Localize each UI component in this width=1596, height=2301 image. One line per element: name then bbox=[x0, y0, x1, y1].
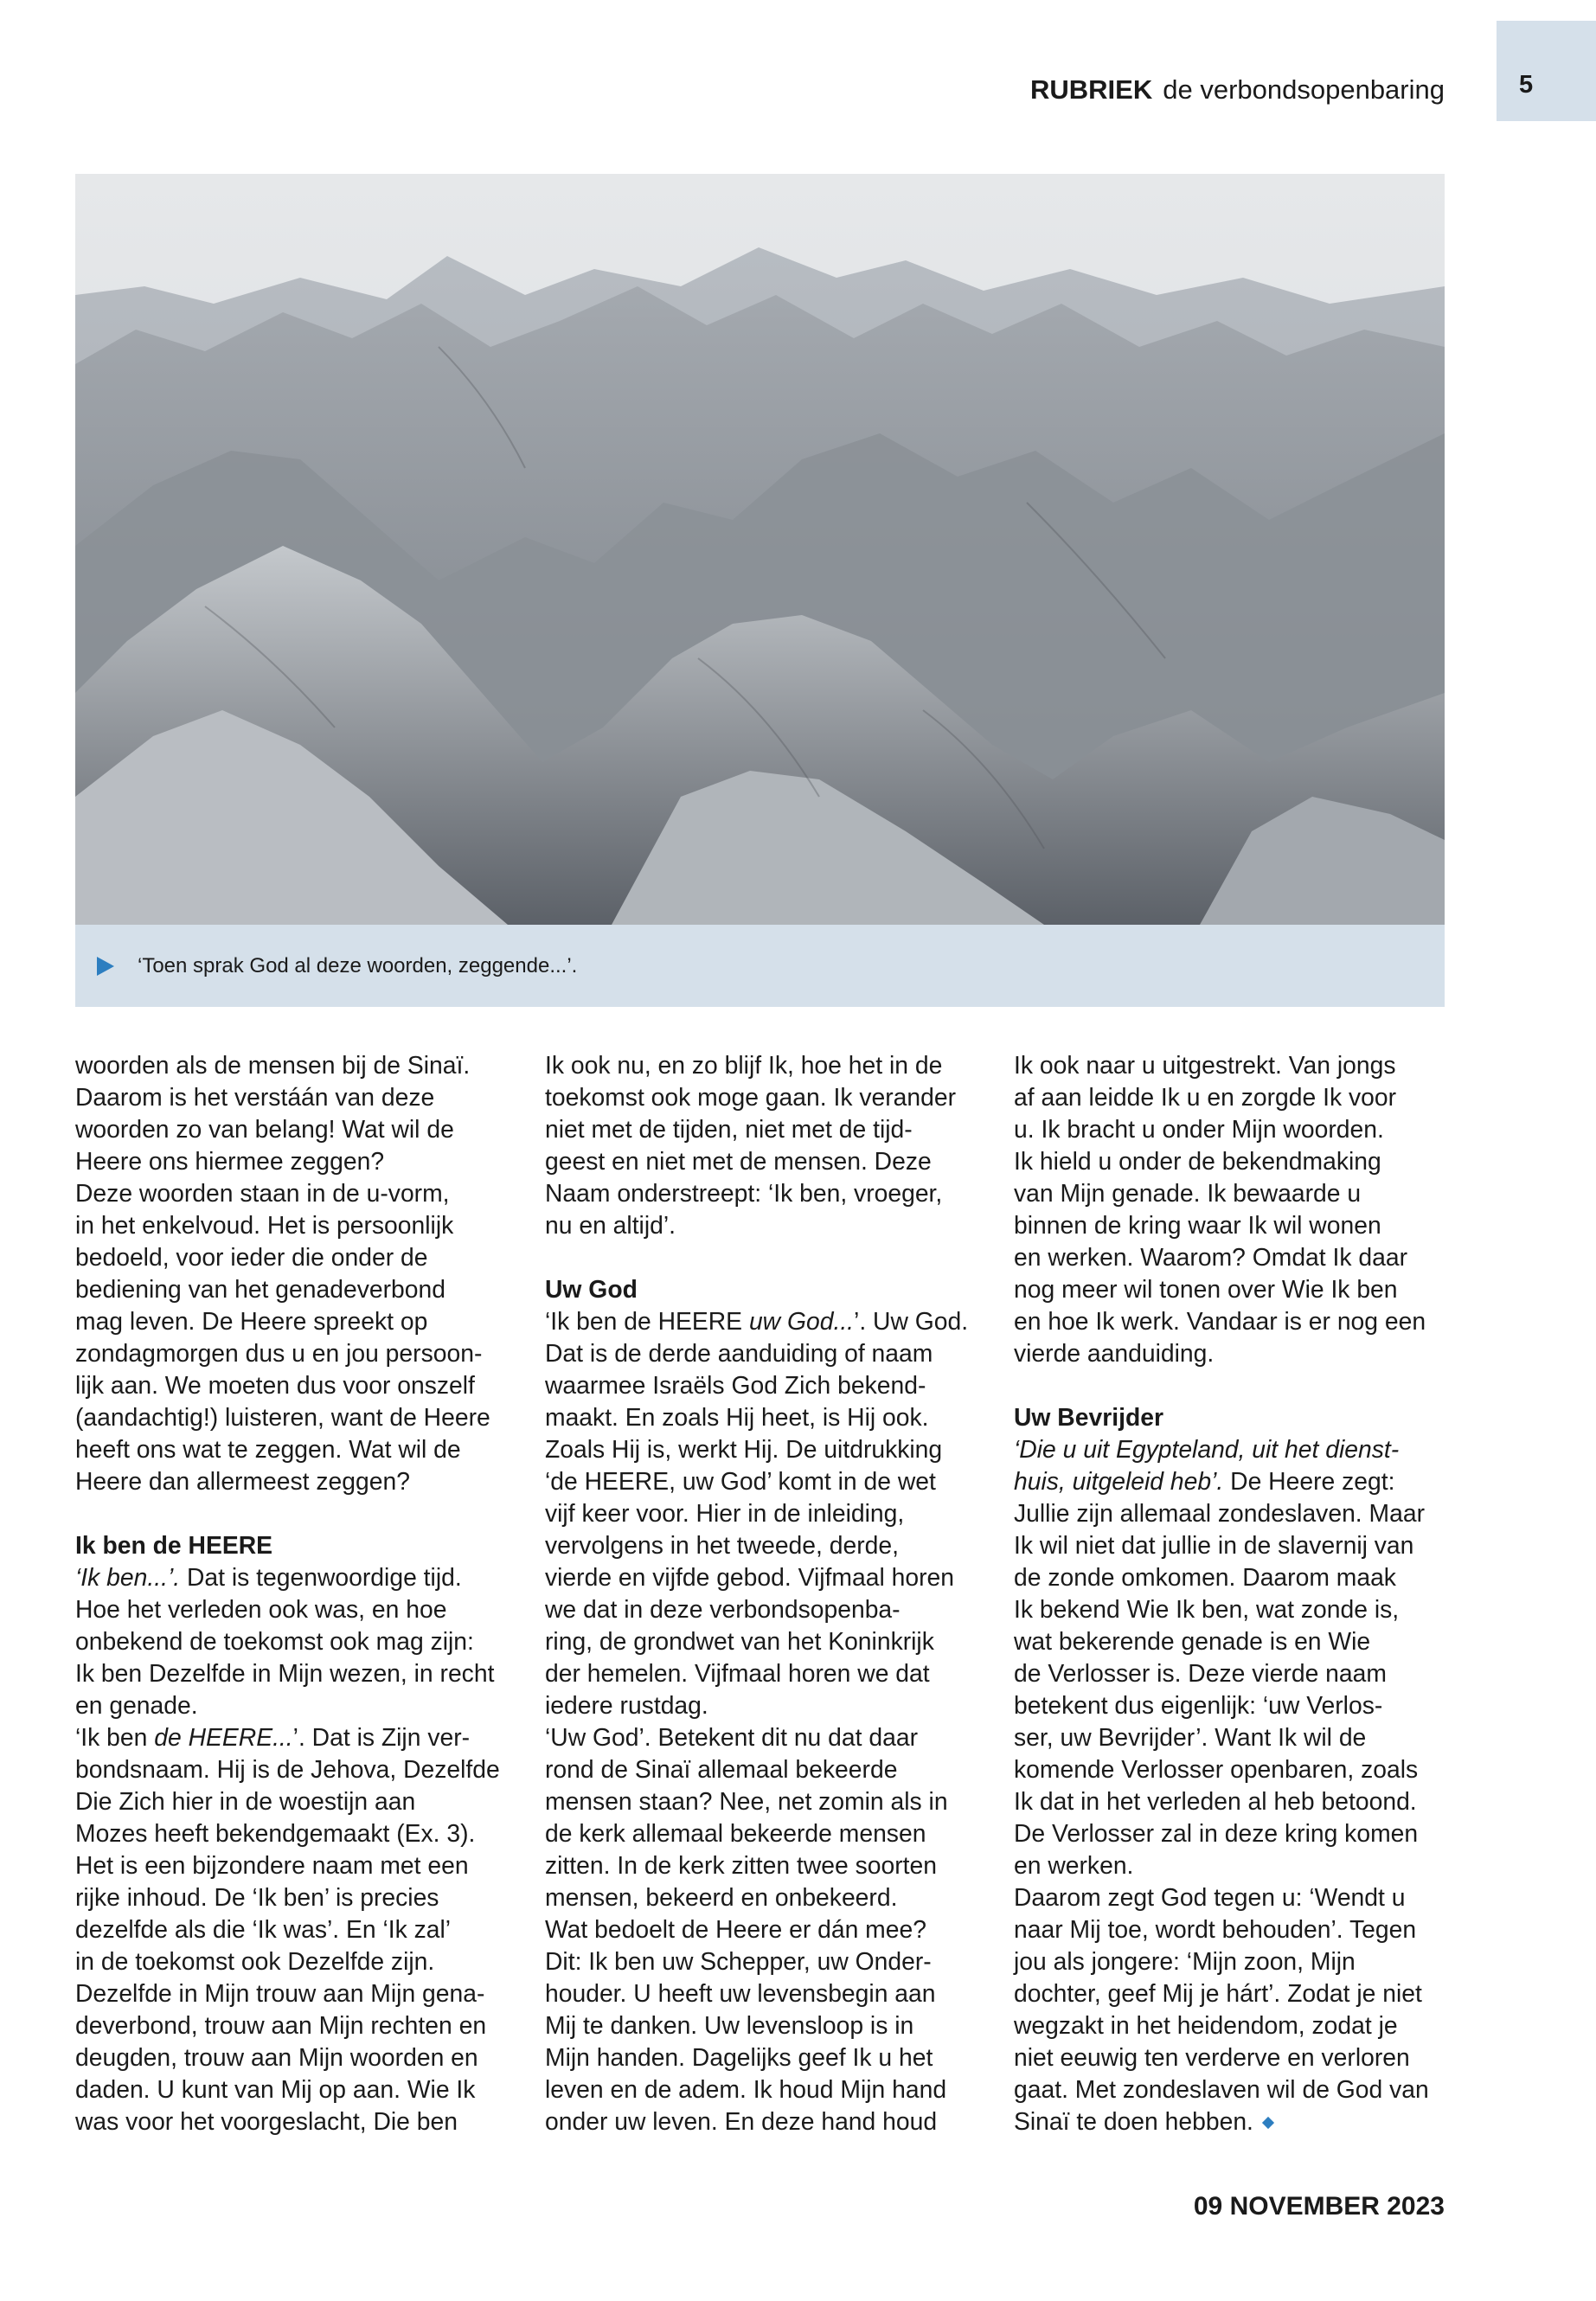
body-text-line: Die Zich hier in de woestijn aan bbox=[75, 1787, 416, 1815]
body-text-line: en genade. bbox=[75, 1691, 198, 1719]
body-text-line: en hoe Ik werk. Vandaar is er nog een bbox=[1014, 1307, 1426, 1335]
body-text-line: nu en altijd’. bbox=[545, 1211, 676, 1239]
body-text-line: vierde en vijfde gebod. Vijfmaal horen bbox=[545, 1563, 954, 1591]
body-text-line: Mijn handen. Dagelijks geef Ik u het bbox=[545, 2043, 933, 2071]
body-text-line: Dit: Ik ben uw Schepper, uw Onder- bbox=[545, 1947, 932, 1975]
body-text-line: Ik bekend Wie Ik ben, wat zonde is, bbox=[1014, 1595, 1400, 1623]
body-text-line: Mij te danken. Uw levensloop is in bbox=[545, 2011, 914, 2039]
body-text-line: bedoeld, voor ieder die onder de bbox=[75, 1243, 428, 1271]
body-text-line: mensen staan? Nee, net zomin als in bbox=[545, 1787, 948, 1815]
photo-caption: ‘Toen sprak God al deze woorden, zeggende...’. bbox=[138, 954, 578, 977]
body-text-line: Zoals Hij is, werkt Hij. De uitdrukking bbox=[545, 1435, 943, 1463]
body-text-line: (aandachtig!) luisteren, want de Heere bbox=[75, 1403, 490, 1431]
text-column-3 bbox=[1014, 1049, 1455, 2138]
body-text-line: ‘de HEERE, uw God’ komt in de wet bbox=[545, 1467, 936, 1495]
body-text-line: Deze woorden staan in de u-vorm, bbox=[75, 1179, 450, 1207]
body-text-line: dezelfde als die ‘Ik was’. En ‘Ik zal’ bbox=[75, 1915, 452, 1943]
mountain-landscape-image bbox=[75, 174, 1445, 925]
end-of-article-diamond-icon bbox=[1262, 2117, 1274, 2129]
body-text-line: dochter, geef Mij je hárt’. Zodat je niet bbox=[1014, 1979, 1422, 2007]
body-text-line: Daarom zegt God tegen u: ‘Wendt u bbox=[1014, 1883, 1406, 1911]
body-text-line: mensen, bekeerd en onbekeerd. bbox=[545, 1883, 898, 1911]
body-text-line: ‘Ik ben...’. Dat is tegenwoordige tijd. bbox=[75, 1563, 462, 1591]
section-title: de verbondsopenbaring bbox=[1163, 74, 1445, 105]
play-triangle-icon bbox=[97, 957, 114, 976]
body-text-line: Ik ook naar u uitgestrekt. Van jongs bbox=[1014, 1051, 1396, 1079]
body-text-line: betekent dus eigenlijk: ‘uw Verlos- bbox=[1014, 1691, 1383, 1719]
body-text-line: en werken. Waarom? Omdat Ik daar bbox=[1014, 1243, 1408, 1271]
body-text-line: Naam onderstreept: ‘Ik ben, vroeger, bbox=[545, 1179, 943, 1207]
emphasis-text: huis, uitgeleid heb’. bbox=[1014, 1467, 1224, 1495]
rubric-label: RUBRIEK bbox=[1030, 74, 1153, 105]
body-text-line: Heere dan allermeest zeggen? bbox=[75, 1467, 410, 1495]
body-text-line: Daarom is het verstáán van deze bbox=[75, 1083, 435, 1111]
body-text-line: de zonde omkomen. Daarom maak bbox=[1014, 1563, 1396, 1591]
body-text-line: woorden als de mensen bij de Sinaï. bbox=[75, 1051, 471, 1079]
body-text-line: onbekend de toekomst ook mag zijn: bbox=[75, 1627, 474, 1655]
page-number: 5 bbox=[1519, 71, 1534, 99]
paragraph-gap bbox=[1014, 1369, 1455, 1401]
body-text-line: u. Ik bracht u onder Mijn woorden. bbox=[1014, 1115, 1384, 1143]
body-text-line: Heere ons hiermee zeggen? bbox=[75, 1147, 385, 1175]
body-text-line: jou als jongere: ‘Mijn zoon, Mijn bbox=[1014, 1947, 1356, 1975]
body-text-line: deverbond, trouw aan Mijn rechten en bbox=[75, 2011, 487, 2039]
body-text-line: rond de Sinaï allemaal bekeerde bbox=[545, 1755, 898, 1783]
body-text-line: in de toekomst ook Dezelfde zijn. bbox=[75, 1947, 435, 1975]
body-text-line: zitten. In de kerk zitten twee soorten bbox=[545, 1851, 937, 1879]
body-text-line: maakt. En zoals Hij heet, is Hij ook. bbox=[545, 1403, 929, 1431]
section-heading: Uw God bbox=[545, 1275, 638, 1303]
body-text-line: De Verlosser zal in deze kring komen bbox=[1014, 1819, 1419, 1847]
body-text-line: rijke inhoud. De ‘Ik ben’ is precies bbox=[75, 1883, 439, 1911]
page-tab bbox=[1497, 21, 1596, 121]
body-text-line: huis, uitgeleid heb’. De Heere zegt: bbox=[1014, 1467, 1395, 1495]
body-text-line: in het enkelvoud. Het is persoonlijk bbox=[75, 1211, 454, 1239]
body-text-line: der hemelen. Vijfmaal horen we dat bbox=[545, 1659, 930, 1687]
paragraph-gap bbox=[75, 1497, 516, 1529]
body-text-line: was voor het voorgeslacht, Die ben bbox=[75, 2107, 458, 2135]
body-text-line: geest en niet met de mensen. Deze bbox=[545, 1147, 932, 1175]
body-text-line: bediening van het genadeverbond bbox=[75, 1275, 445, 1303]
caption-bar bbox=[75, 925, 1445, 1007]
emphasis-text: uw God... bbox=[748, 1307, 855, 1335]
body-text-line: naar Mij toe, wordt behouden’. Tegen bbox=[1014, 1915, 1417, 1943]
body-text-line: van Mijn genade. Ik bewaarde u bbox=[1014, 1179, 1362, 1207]
body-text-line: deugden, trouw aan Mijn woorden en bbox=[75, 2043, 478, 2071]
body-text-line: af aan leidde Ik u en zorgde Ik voor bbox=[1014, 1083, 1397, 1111]
running-head bbox=[1030, 76, 1445, 103]
body-text-line: de Verlosser is. Deze vierde naam bbox=[1014, 1659, 1387, 1687]
body-text-line: houder. U heeft uw levensbegin aan bbox=[545, 1979, 936, 2007]
body-text-line: binnen de kring waar Ik wil wonen bbox=[1014, 1211, 1381, 1239]
body-text-line: toekomst ook moge gaan. Ik verander bbox=[545, 1083, 957, 1111]
body-text-line: we dat in deze verbondsopenba- bbox=[545, 1595, 901, 1623]
body-text-line: ser, uw Bevrijder’. Want Ik wil de bbox=[1014, 1723, 1367, 1751]
body-text-line: daden. U kunt van Mij op aan. Wie Ik bbox=[75, 2075, 476, 2103]
body-text-line: komende Verlosser openbaren, zoals bbox=[1014, 1755, 1419, 1783]
body-text-line: niet eeuwig ten verderve en verloren bbox=[1014, 2043, 1410, 2071]
body-text-line: vijf keer voor. Hier in de inleiding, bbox=[545, 1499, 905, 1527]
body-text-line: Ik hield u onder de bekendmaking bbox=[1014, 1147, 1381, 1175]
body-text-line: heeft ons wat te zeggen. Wat wil de bbox=[75, 1435, 461, 1463]
body-text-line: de kerk allemaal bekeerde mensen bbox=[545, 1819, 926, 1847]
body-text-line: lijk aan. We moeten dus voor onszelf bbox=[75, 1371, 475, 1399]
body-text-line: bondsnaam. Hij is de Jehova, Dezelfde bbox=[75, 1755, 500, 1783]
body-text-line: gaat. Met zondeslaven wil de God van bbox=[1014, 2075, 1429, 2103]
body-text-line: en werken. bbox=[1014, 1851, 1134, 1879]
body-text-line: Dat is de derde aanduiding of naam bbox=[545, 1339, 933, 1367]
body-text-line: Wat bedoelt de Heere er dán mee? bbox=[545, 1915, 926, 1943]
body-text-line: Dezelfde in Mijn trouw aan Mijn gena- bbox=[75, 1979, 485, 2007]
body-text-line: mag leven. De Heere spreekt op bbox=[75, 1307, 428, 1335]
paragraph-gap bbox=[545, 1241, 986, 1273]
text-column-2 bbox=[545, 1049, 986, 2138]
text-column-1 bbox=[75, 1049, 516, 2138]
body-text-line: niet met de tijden, niet met de tijd- bbox=[545, 1115, 913, 1143]
body-text-line: Mozes heeft bekendgemaakt (Ex. 3). bbox=[75, 1819, 476, 1847]
emphasis-text: de HEERE... bbox=[154, 1723, 293, 1751]
body-text-line: wegzakt in het heidendom, zodat je bbox=[1014, 2011, 1398, 2039]
body-text-line: iedere rustdag. bbox=[545, 1691, 708, 1719]
body-text-line: Ik wil niet dat jullie in de slavernij van bbox=[1014, 1531, 1414, 1559]
body-text-line: vervolgens in het tweede, derde, bbox=[545, 1531, 899, 1559]
body-text-line bbox=[1014, 1433, 1455, 1465]
body-text-line: woorden zo van belang! Wat wil de bbox=[75, 1115, 454, 1143]
body-text-line: leven en de adem. Ik houd Mijn hand bbox=[545, 2075, 947, 2103]
body-text-line: vierde aanduiding. bbox=[1014, 1339, 1215, 1367]
body-text-line: ring, de grondwet van het Koninkrijk bbox=[545, 1627, 934, 1655]
body-text-line: zondagmorgen dus u en jou persoon- bbox=[75, 1339, 483, 1367]
section-heading: Ik ben de HEERE bbox=[75, 1531, 273, 1559]
body-text-line: Sinaï te doen hebben. bbox=[1014, 2106, 1455, 2138]
emphasis-text: ‘Die u uit Egypteland, uit het dienst- bbox=[1014, 1435, 1400, 1463]
body-text-line: Ik dat in het verleden al heb betoond. bbox=[1014, 1787, 1417, 1815]
emphasis-text: ‘Ik ben...’. bbox=[75, 1563, 181, 1591]
body-text-line: onder uw leven. En deze hand houd bbox=[545, 2107, 938, 2135]
body-text-line: ‘Uw God’. Betekent dit nu dat daar bbox=[545, 1723, 918, 1751]
body-text-line: Hoe het verleden ook was, en hoe bbox=[75, 1595, 447, 1623]
body-text-line: waarmee Israëls God Zich bekend- bbox=[545, 1371, 926, 1399]
body-text-line: Jullie zijn allemaal zondeslaven. Maar bbox=[1014, 1499, 1425, 1527]
body-text-line: wat bekerende genade is en Wie bbox=[1014, 1627, 1371, 1655]
body-text-line: nog meer wil tonen over Wie Ik ben bbox=[1014, 1275, 1398, 1303]
body-text-line: Ik ook nu, en zo blijf Ik, hoe het in de bbox=[545, 1051, 943, 1079]
body-text-line: ‘Ik ben de HEERE...’. Dat is Zijn ver- bbox=[75, 1723, 471, 1751]
mountain-photo bbox=[75, 174, 1445, 925]
section-heading: Uw Bevrijder bbox=[1014, 1403, 1163, 1431]
body-text-line: Ik ben Dezelfde in Mijn wezen, in recht bbox=[75, 1659, 495, 1687]
body-text-line: Het is een bijzondere naam met een bbox=[75, 1851, 469, 1879]
issue-date: 09 NOVEMBER 2023 bbox=[1193, 2192, 1445, 2221]
body-text-line: ‘Ik ben de HEERE uw God...’. Uw God. bbox=[545, 1307, 969, 1335]
